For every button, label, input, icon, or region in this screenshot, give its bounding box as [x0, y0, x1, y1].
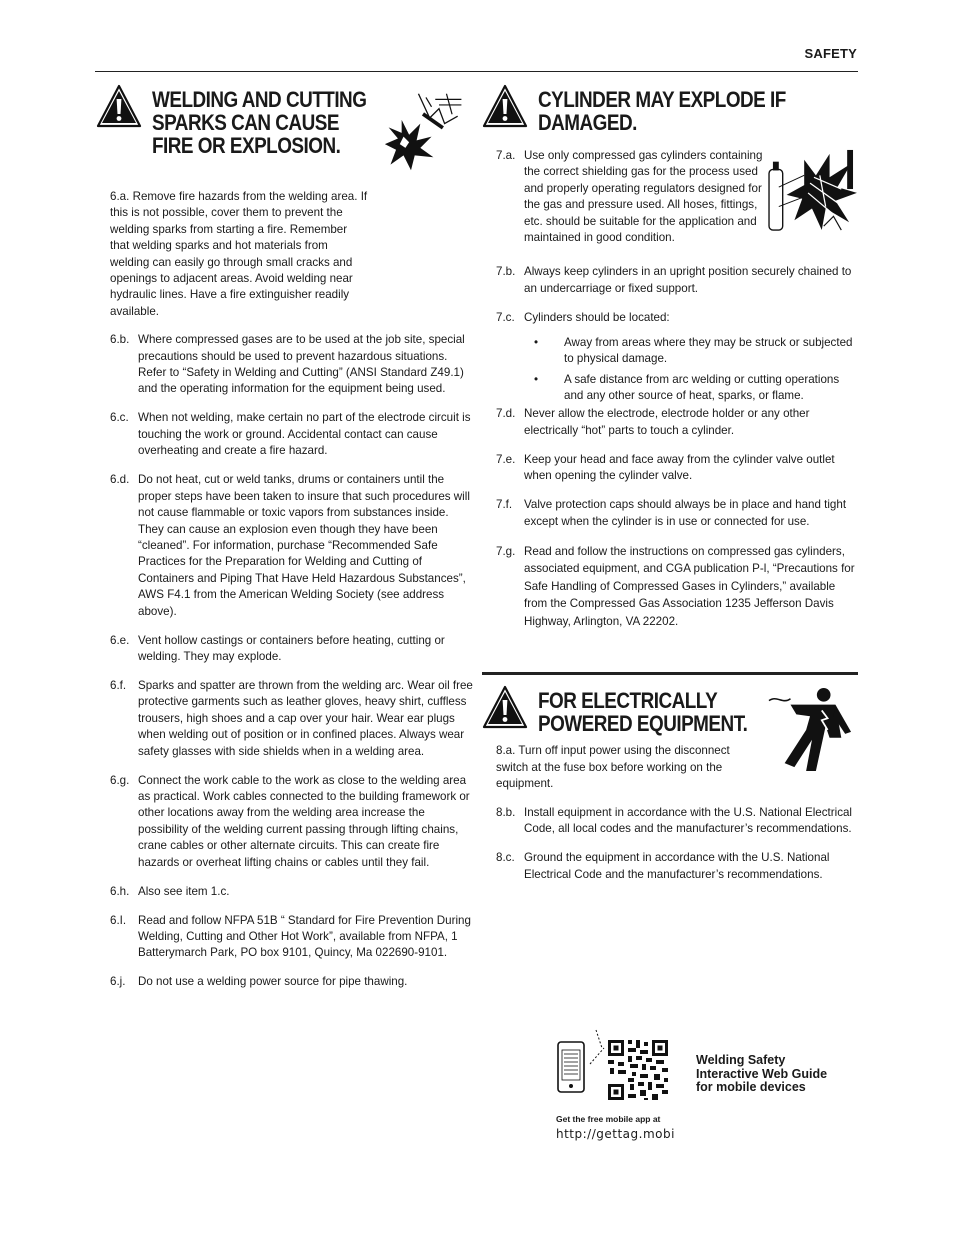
list-item — [96, 884, 474, 900]
item-number: 6.h. — [110, 884, 130, 898]
list-item — [96, 410, 474, 459]
item-text: Turn off input power using the disconnect switch at the fuse box before working on the equipment. — [496, 744, 730, 790]
item-text: Valve protection caps should always be in place and hand tight except when the cylinder is in use or connected for use. — [524, 498, 847, 528]
list-item — [482, 148, 772, 246]
item-number: 6.g. — [110, 773, 130, 787]
item-number: 7.b. — [496, 265, 516, 279]
section-8 — [482, 672, 858, 883]
item-text: Read and follow NFPA 51B “ Standard for Fire Prevention During Welding, Cutting and Other Hot Work”, available from NFPA, 1 Batterymarch Park, PO box 9101, Quincy, Ma 022690-9101. — [138, 913, 471, 960]
item-text: Read and follow the instructions on compressed gas cylinders, associated equipment, and CGA publication P-l, “Precautions for Safe Handling of Compressed Gases in Cylinders,” available from the Compressed Gas Association 1235 Jefferson Davis Highway, Arlington, VA 22202. — [524, 544, 855, 628]
section-8-heading — [482, 685, 858, 735]
list-item — [482, 310, 858, 326]
section-8-rule — [482, 672, 858, 675]
list-item — [482, 805, 858, 838]
item-number: 6.d. — [110, 473, 130, 487]
item-number: 7.f. — [496, 498, 513, 512]
list-item — [482, 264, 858, 297]
list-item — [96, 633, 474, 666]
item-number: 8.b. — [496, 806, 516, 819]
item-number: 8.a. — [496, 744, 516, 758]
list-item — [482, 743, 858, 792]
section-7-heading — [482, 84, 858, 134]
mobile-guide-promo — [556, 1028, 856, 1148]
item-number: 7.e. — [496, 452, 516, 466]
header-section-label: SAFETY — [804, 46, 857, 61]
item-number: 7.c. — [496, 310, 515, 324]
section-8-title: FOR ELECTRICALLY POWERED EQUIPMENT. — [538, 688, 748, 737]
item-text: Remove fire hazards from the welding area. If this is not possible, cover them to prevent the welding sparks from starting a fire. Remember that welding sparks and hot materials from welding can easily go through small cracks and openings to adjacent areas. Avoid welding near hydraulic lines. Have a fire extinguisher readily available. — [110, 190, 368, 318]
app-url-link[interactable]: http://gettag.mobi — [556, 1127, 675, 1141]
item-text: Vent hollow castings or containers before heating, cutting or welding. They may explode. — [138, 633, 445, 663]
cylinder-location-bullets — [482, 335, 858, 405]
item-text: Also see item 1.c. — [138, 884, 230, 898]
section-6-heading — [96, 84, 474, 157]
item-number: 6.j. — [110, 975, 126, 989]
item-number: 6.e. — [110, 633, 130, 647]
warning-triangle-icon — [482, 84, 528, 130]
item-text: Ground the equipment in accordance with the U.S. National Electrical Code and the manufacturer’s recommendations. — [524, 851, 830, 881]
item-number: 6.a. — [110, 190, 130, 203]
list-item — [482, 406, 858, 439]
item-number: 6.f. — [110, 678, 127, 692]
bullet-item: • A safe distance from arc welding or cutting operations and any other source of heat, sparks, or flame. — [482, 372, 858, 405]
item-text: Sparks and spatter are thrown from the welding arc. Wear oil free protective garments such as leather gloves, heavy shirt, cuffless trousers, high shoes and a cap over your hair. Wear ear plugs when welding out of position or in confined places. Always wear safety glasses with side shields when in a welding area. — [138, 678, 473, 758]
item-text: Cylinders should be located: — [524, 310, 670, 324]
item-text: Install equipment in accordance with the U.S. National Electrical Code, all local codes and the manufacturer’s recommendations. — [524, 806, 853, 836]
warning-triangle-icon — [96, 84, 142, 130]
item-text: Where compressed gases are to be used at the job site, special precautions should be used to prevent hazardous situations. Refer to “Safety in Welding and Cutting” (ANSI Standard Z49.1) and the operating information for the equipment being used. — [138, 333, 465, 396]
item-text: Connect the work cable to the work as close to the welding area as practical. Work cables connected to the building framework or other locations away from the welding area increase the possibility of the welding current passing through lifting chains, crane cables or other alternate circuits. This can create fire hazards or overheat lifting chains or cables until they fail. — [138, 773, 470, 869]
item-number: 7.d. — [496, 407, 516, 421]
list-item — [482, 850, 858, 883]
item-number: 7.g. — [496, 544, 516, 558]
list-item — [96, 472, 474, 620]
guide-line: for mobile devices — [696, 1080, 806, 1094]
section-6-title: WELDING AND CUTTING SPARKS CAN CAUSE FIRE OR EXPLOSION. — [152, 87, 367, 158]
list-item — [96, 913, 474, 962]
item-number: 6.I. — [110, 913, 127, 927]
list-item — [96, 189, 474, 320]
item-text: Never allow the electrode, electrode holder or any other electrically “hot” parts to touch a cylinder. — [524, 407, 810, 437]
item-text: Do not use a welding power source for pipe thawing. — [138, 975, 408, 989]
item-text: Always keep cylinders in an upright position securely chained to an undercarriage or fixed support. — [524, 265, 852, 295]
item-text: Keep your head and face away from the cylinder valve outlet when opening the cylinder valve. — [524, 452, 835, 483]
mobile-guide-text — [696, 1054, 856, 1095]
list-item — [96, 773, 474, 871]
item-number: 6.b. — [110, 333, 130, 347]
welding-sparks-explosion-icon — [380, 90, 470, 174]
guide-line: Interactive Web Guide — [696, 1066, 828, 1081]
list-item — [482, 497, 858, 530]
item-number: 8.c. — [496, 851, 515, 865]
list-item — [96, 332, 474, 398]
section-7-title: CYLINDER MAY EXPLODE IF DAMAGED. — [538, 87, 786, 135]
section-6 — [96, 84, 474, 1003]
item-text: When not welding, make certain no part of the electrode circuit is touching the work or ground. Accidental contact can cause overheating and create a fire hazard. — [138, 411, 471, 458]
list-item — [96, 678, 474, 760]
item-number: 7.a. — [496, 149, 516, 162]
item-number: 6.c. — [110, 411, 129, 425]
item-text: Use only compressed gas cylinders containing the correct shielding gas for the process used and properly operating regulators designed for the gas and pressure used. All hoses, fittings, etc. should be suitable for the application and maintained in good condition. — [524, 149, 763, 245]
get-app-caption: Get the free mobile app at — [556, 1114, 661, 1124]
bullet-item: • Away from areas where they may be struck or subjected to physical damage. — [482, 335, 858, 368]
mobile-phone-icon — [556, 1028, 606, 1094]
section-7 — [482, 84, 858, 896]
item-text: Do not heat, cut or weld tanks, drums or containers until the proper steps have been taken to insure that such procedures will not cause flammable or toxic vapors from substances inside. They can cause an explosion even though they have been “cleaned”. For information, purchase “Recommended Safe Practices for the Preparation for Welding and Cutting of Containers and Piping That Have Held Hazardous Substances”, AWS F4.1 from the American Welding Society (see address above). — [138, 473, 470, 618]
guide-line: Welding Safety — [696, 1053, 786, 1067]
list-item — [482, 543, 858, 631]
list-item — [482, 452, 858, 485]
warning-triangle-icon — [482, 685, 528, 731]
qr-code-icon[interactable] — [606, 1038, 670, 1102]
cylinder-explosion-icon — [764, 148, 860, 232]
list-item — [96, 974, 474, 990]
header-rule — [95, 71, 858, 72]
